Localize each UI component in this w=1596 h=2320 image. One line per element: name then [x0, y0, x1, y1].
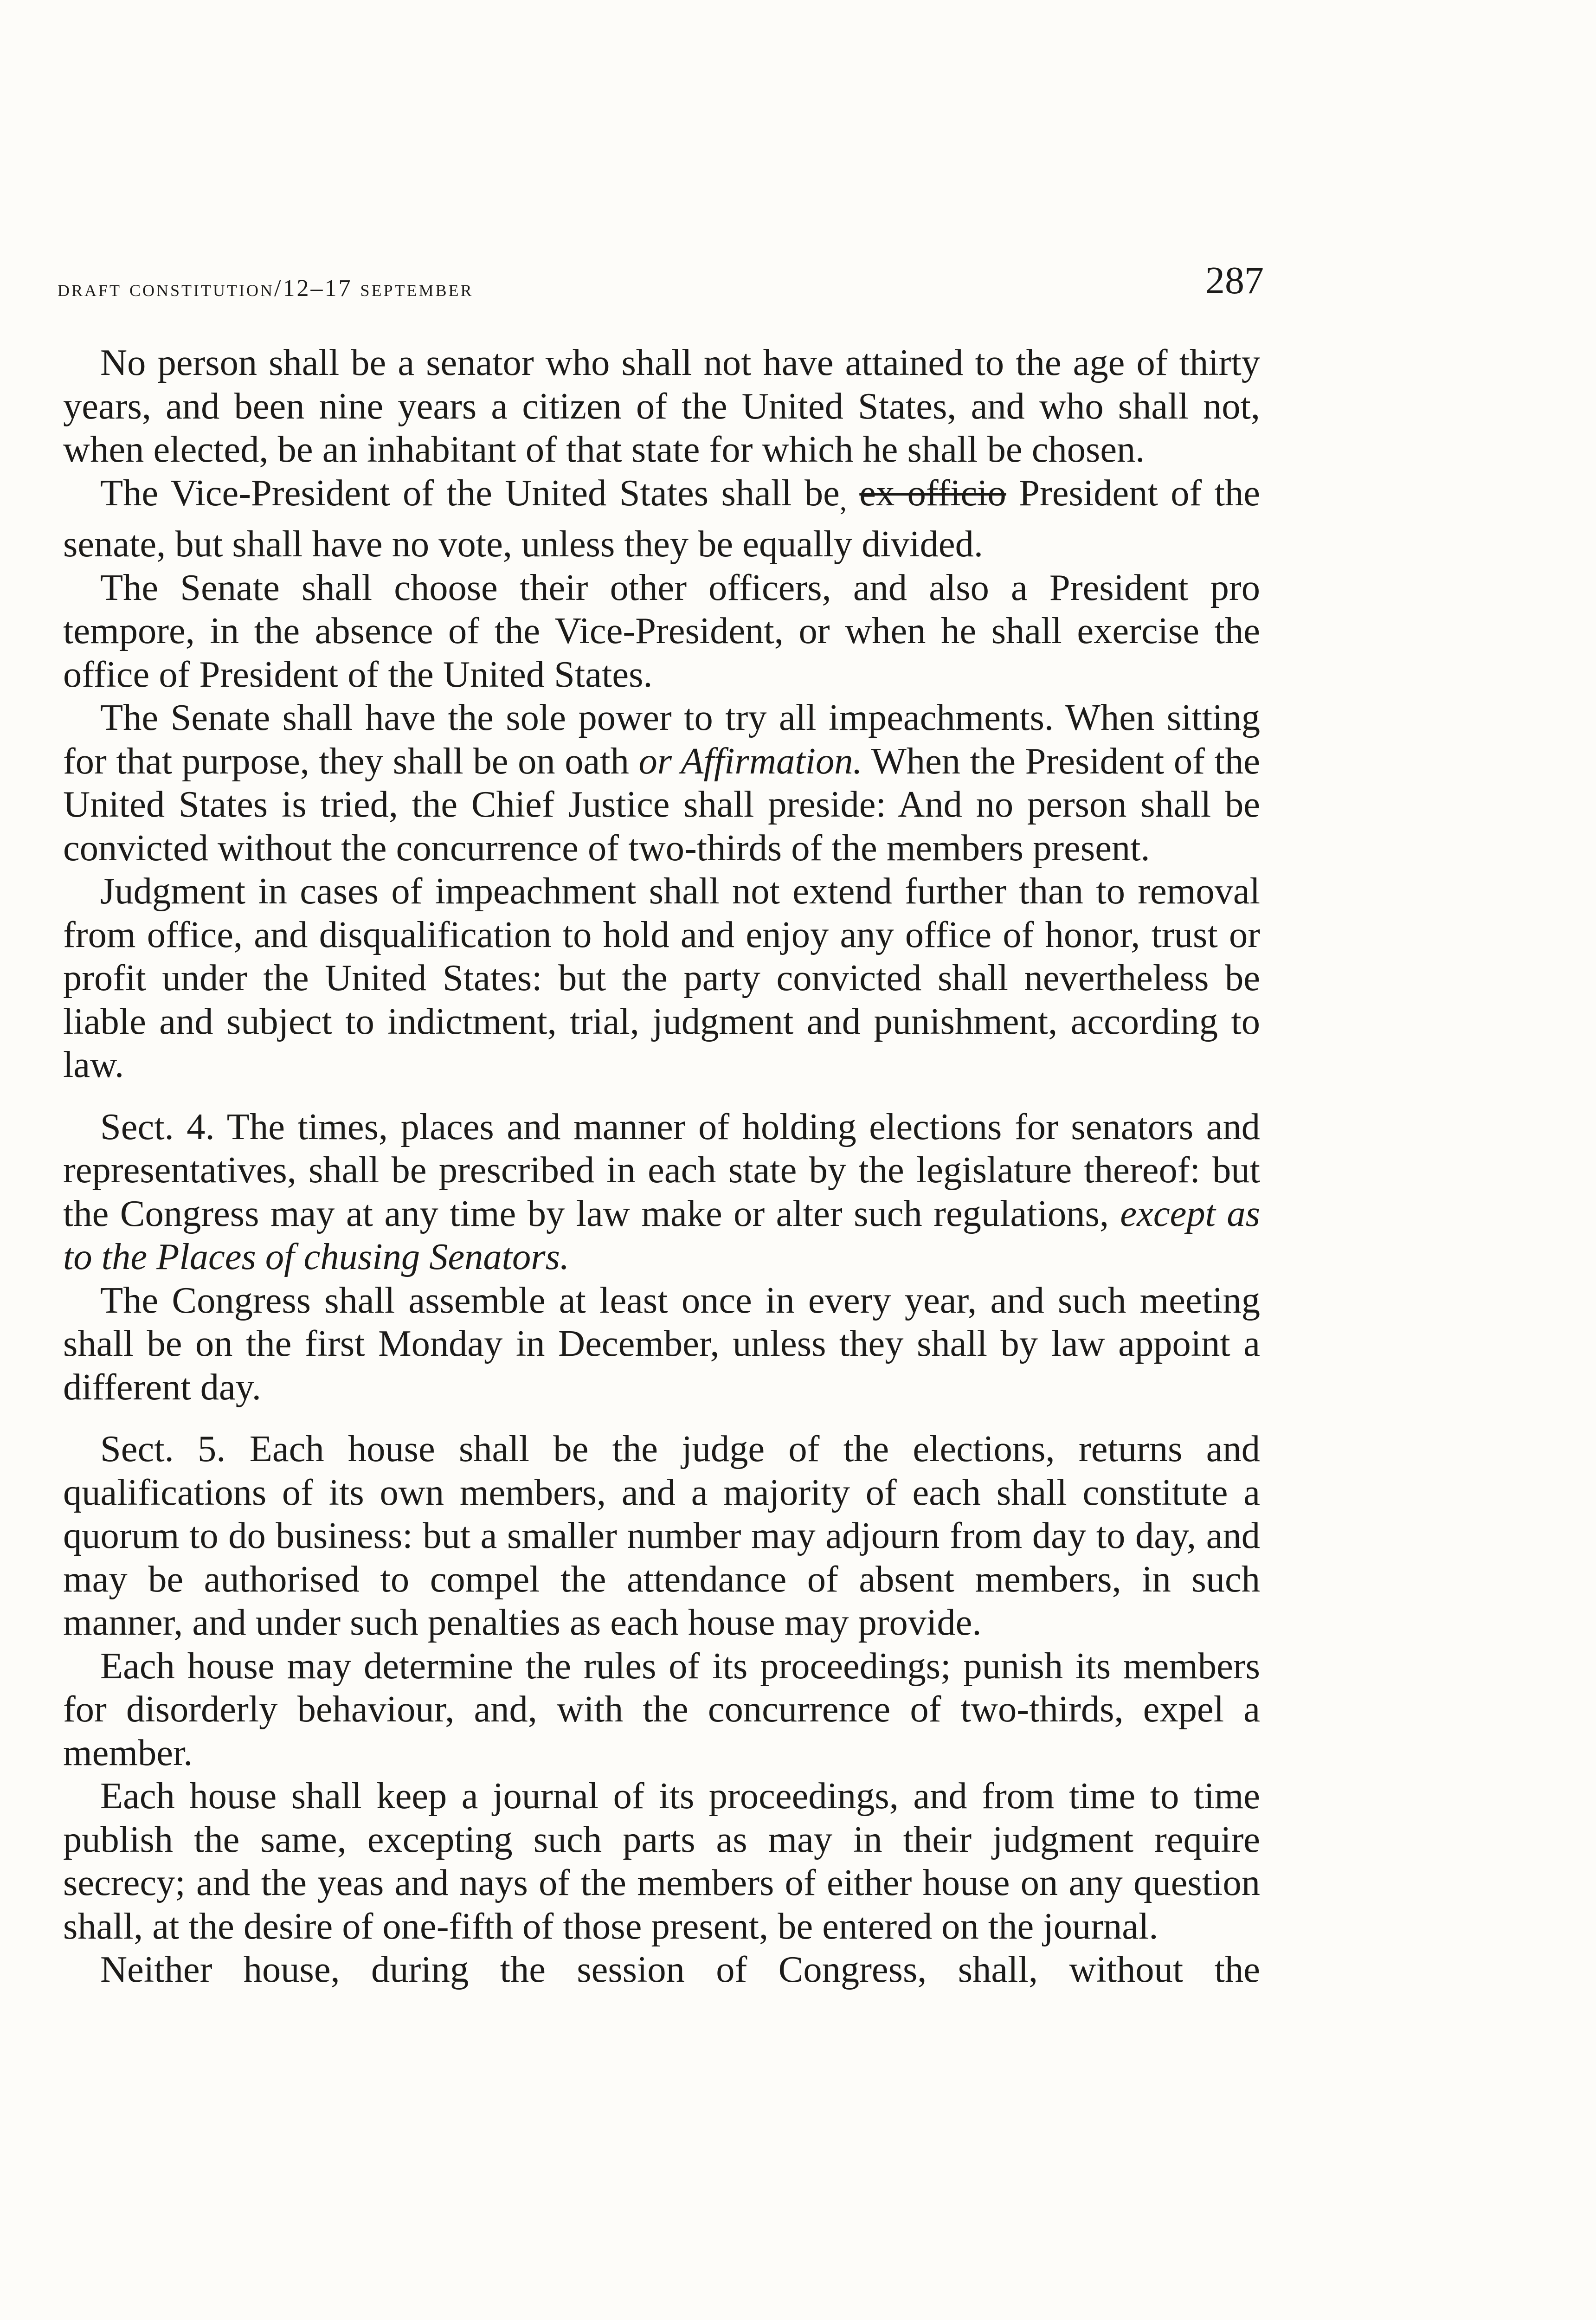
paragraph-text: President of the senate, but shall have no vote, unless they be equally divided.	[63, 472, 1261, 565]
insertion-caret: ,	[839, 485, 847, 516]
paragraph-senator-qualifications: No person shall be a senator who shall not have attained to the age of thirty years, and been nine years a citizen of the United States, and who shall not, when elected, be an inhabitant of that state for which he shall be chosen.	[63, 342, 1260, 470]
paragraph-congress-assembly: The Congress shall assemble at least once in every year, and such meeting shall be on the first Monday in December, unless they shall by law appoint a different day.	[63, 1279, 1260, 1408]
struck-text: ex officio	[859, 472, 1006, 514]
paragraph-senate-officers: The Senate shall choose their other officers, and also a President pro tempore, in the absence of the Vice-President, or when he shall exercise the office of President of the United States.	[63, 567, 1260, 695]
paragraph-journal: Each house shall keep a journal of its proceedings, and from time to time publish the same, excepting such parts as may in their judgment require secrecy; and the yeas and nays of the members of either house on any question shall, at the desire of one-fifth of those present, be entered on the journal.	[63, 1775, 1260, 1947]
paragraph-judgment: Judgment in cases of impeachment shall not extend further than to removal from office, and disqualification to hold and enjoy any office of honor, trust or profit under the United States: but the party convicted shall nevertheless be liable and subject to indictment, trial, judgment and punishment, according to law.	[63, 870, 1260, 1085]
paragraph-vice-president	[63, 471, 1260, 566]
italic-insertion: or Affirmation.	[638, 740, 862, 782]
paragraph-text: The Vice-President of the United States shall be	[100, 472, 840, 514]
page-header	[58, 258, 1264, 309]
body-text	[63, 341, 1260, 1991]
paragraph-section-4	[63, 1105, 1260, 1279]
paragraph-text: When the President of the United States is tried, the Chief Justice shall preside: And no person shall be convicted without the concurrence of two-thirds of the members present.	[63, 740, 1260, 869]
paragraph-section-5: Sect. 5. Each house shall be the judge of the elections, returns and qualifications of its own members, and a majority of each shall constitute a quorum to do business: but a smaller number may adjourn from day to day, and may be authorised to compel the attendance of absent members, in such manner, and under such penalties as each house may provide.	[63, 1428, 1260, 1643]
paragraph-impeachment-trial	[63, 696, 1260, 870]
running-head: draft constitution/12–17 september	[58, 275, 474, 302]
page-number: 287	[1205, 259, 1264, 302]
paragraph-rules-proceedings: Each house may determine the rules of its proceedings; punish its members for disorderly behaviour, and, with the concurrence of two-thirds, expel a member.	[63, 1645, 1260, 1773]
paragraph-text: The Senate shall have the sole power to try all impeachments. When sitting for that purpose, they shall be on oath	[63, 697, 1260, 782]
paragraph-adjournment: Neither house, during the session of Congress, shall, without the	[100, 1949, 1260, 1990]
paragraph-text: Sect. 4. The times, places and manner of holding elections for senators and representatives, shall be prescribed in each state by the legislature thereof: but the Congress may at any time by law make or alter such regulations,	[63, 1106, 1260, 1234]
italic-insertion: except as to the Places of chusing Senators.	[63, 1192, 1260, 1277]
